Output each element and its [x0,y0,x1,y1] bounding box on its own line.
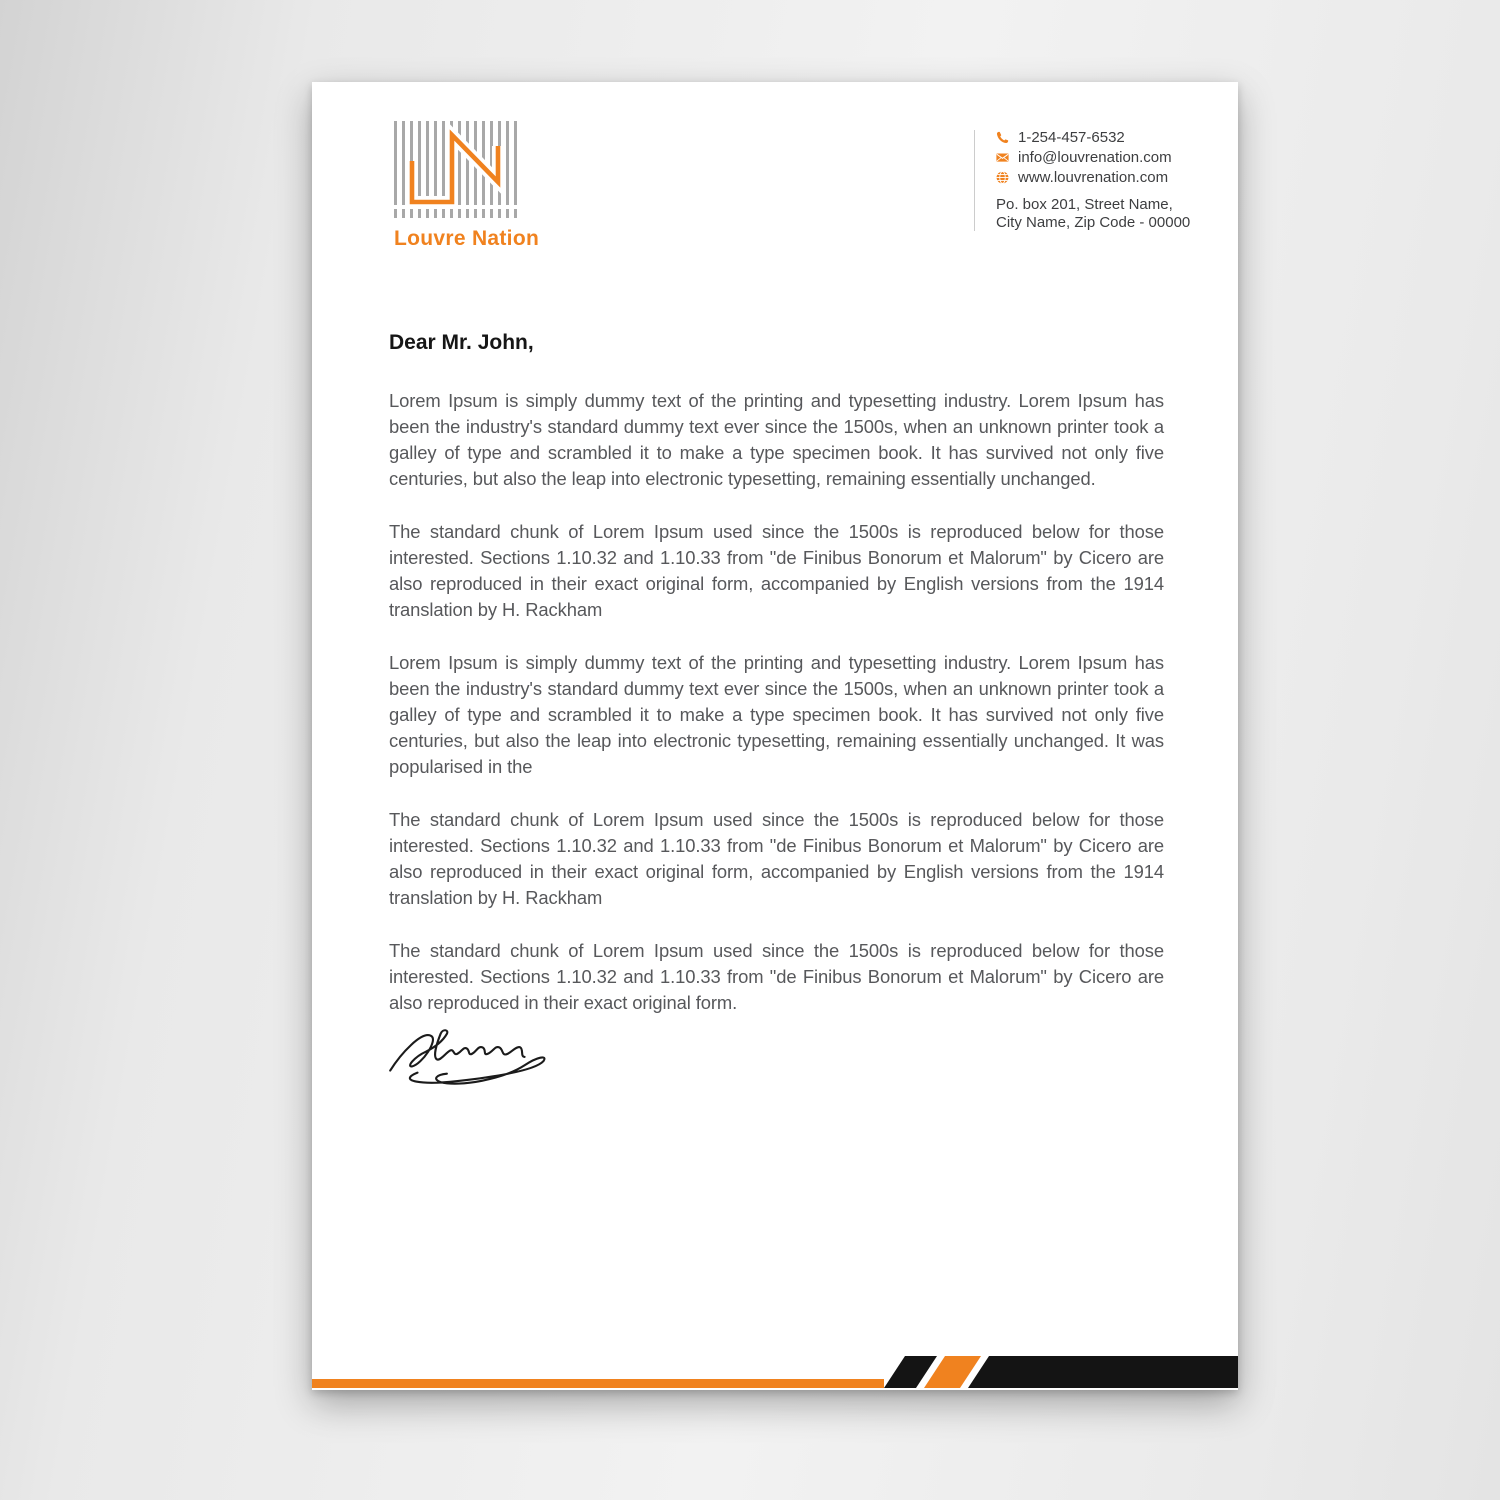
brand-logo [394,121,554,251]
postal-address [996,196,1204,231]
footer-stripes [312,1356,1238,1388]
footer-black-bar [968,1356,1238,1388]
address-line-1: Po. box 201, Street Name, [996,196,1173,213]
footer-orange-bar [312,1379,884,1388]
letterhead-page [312,82,1238,1390]
email-address[interactable]: info@louvrenation.com [1018,149,1172,166]
globe-icon [996,171,1009,184]
ln-letters-icon [394,121,522,218]
address-line-2: City Name, Zip Code - 00000 [996,213,1191,231]
paragraph-4: The standard chunk of Lorem Ipsum used since the 1500s is reproduced below for those interested. Sections 1.10.32 and 1.10.33 from "de Finibus Bonorum et Malorum" by Cicero are also reproduced in their exact original form, accompanied by English versions from the 1914 translation by H. Rackham [389,809,1164,908]
paragraph-1: Lorem Ipsum is simply dummy text of the printing and typesetting industry. Lorem Ipsum has been the industry's standard dummy text ever since the 1500s, when an unknown printer took a galley of type and scrambled it to make a type specimen book. It has survived not only five centuries, but also the leap into electronic typesetting, remaining essentially unchanged. [389,390,1164,489]
contact-block [974,130,1204,231]
brand-name: Louvre Nation [394,227,540,250]
paragraph-3: Lorem Ipsum is simply dummy text of the printing and typesetting industry. Lorem Ipsum has been the industry's standard dummy text ever since the 1500s, when an unknown printer took a galley of type and scrambled it to make a type specimen book. It has survived not only five centuries, but also the leap into electronic typesetting, remaining essentially unchanged. It was popularised in the [389,652,1164,777]
phone-row [996,130,1204,145]
email-row [996,150,1204,165]
envelope-icon [996,151,1009,164]
letter-body [389,331,1164,1043]
paragraph-2: The standard chunk of Lorem Ipsum used since the 1500s is reproduced below for those interested. Sections 1.10.32 and 1.10.33 from "de Finibus Bonorum et Malorum" by Cicero are also reproduced in their exact original form, accompanied by English versions from the 1914 translation by H. Rackham [389,521,1164,620]
paragraph-5: The standard chunk of Lorem Ipsum used since the 1500s is reproduced below for those interested. Sections 1.10.32 and 1.10.33 from "de Finibus Bonorum et Malorum" by Cicero are also reproduced in their exact original form. [389,940,1164,1013]
phone-number[interactable]: 1-254-457-6532 [1018,129,1125,146]
ln-monogram-icon [394,121,522,218]
signature-icon [386,1022,554,1096]
website-url[interactable]: www.louvrenation.com [1018,169,1169,186]
salutation: Dear Mr. John, [389,331,534,354]
phone-icon [996,131,1009,144]
website-row [996,170,1204,185]
